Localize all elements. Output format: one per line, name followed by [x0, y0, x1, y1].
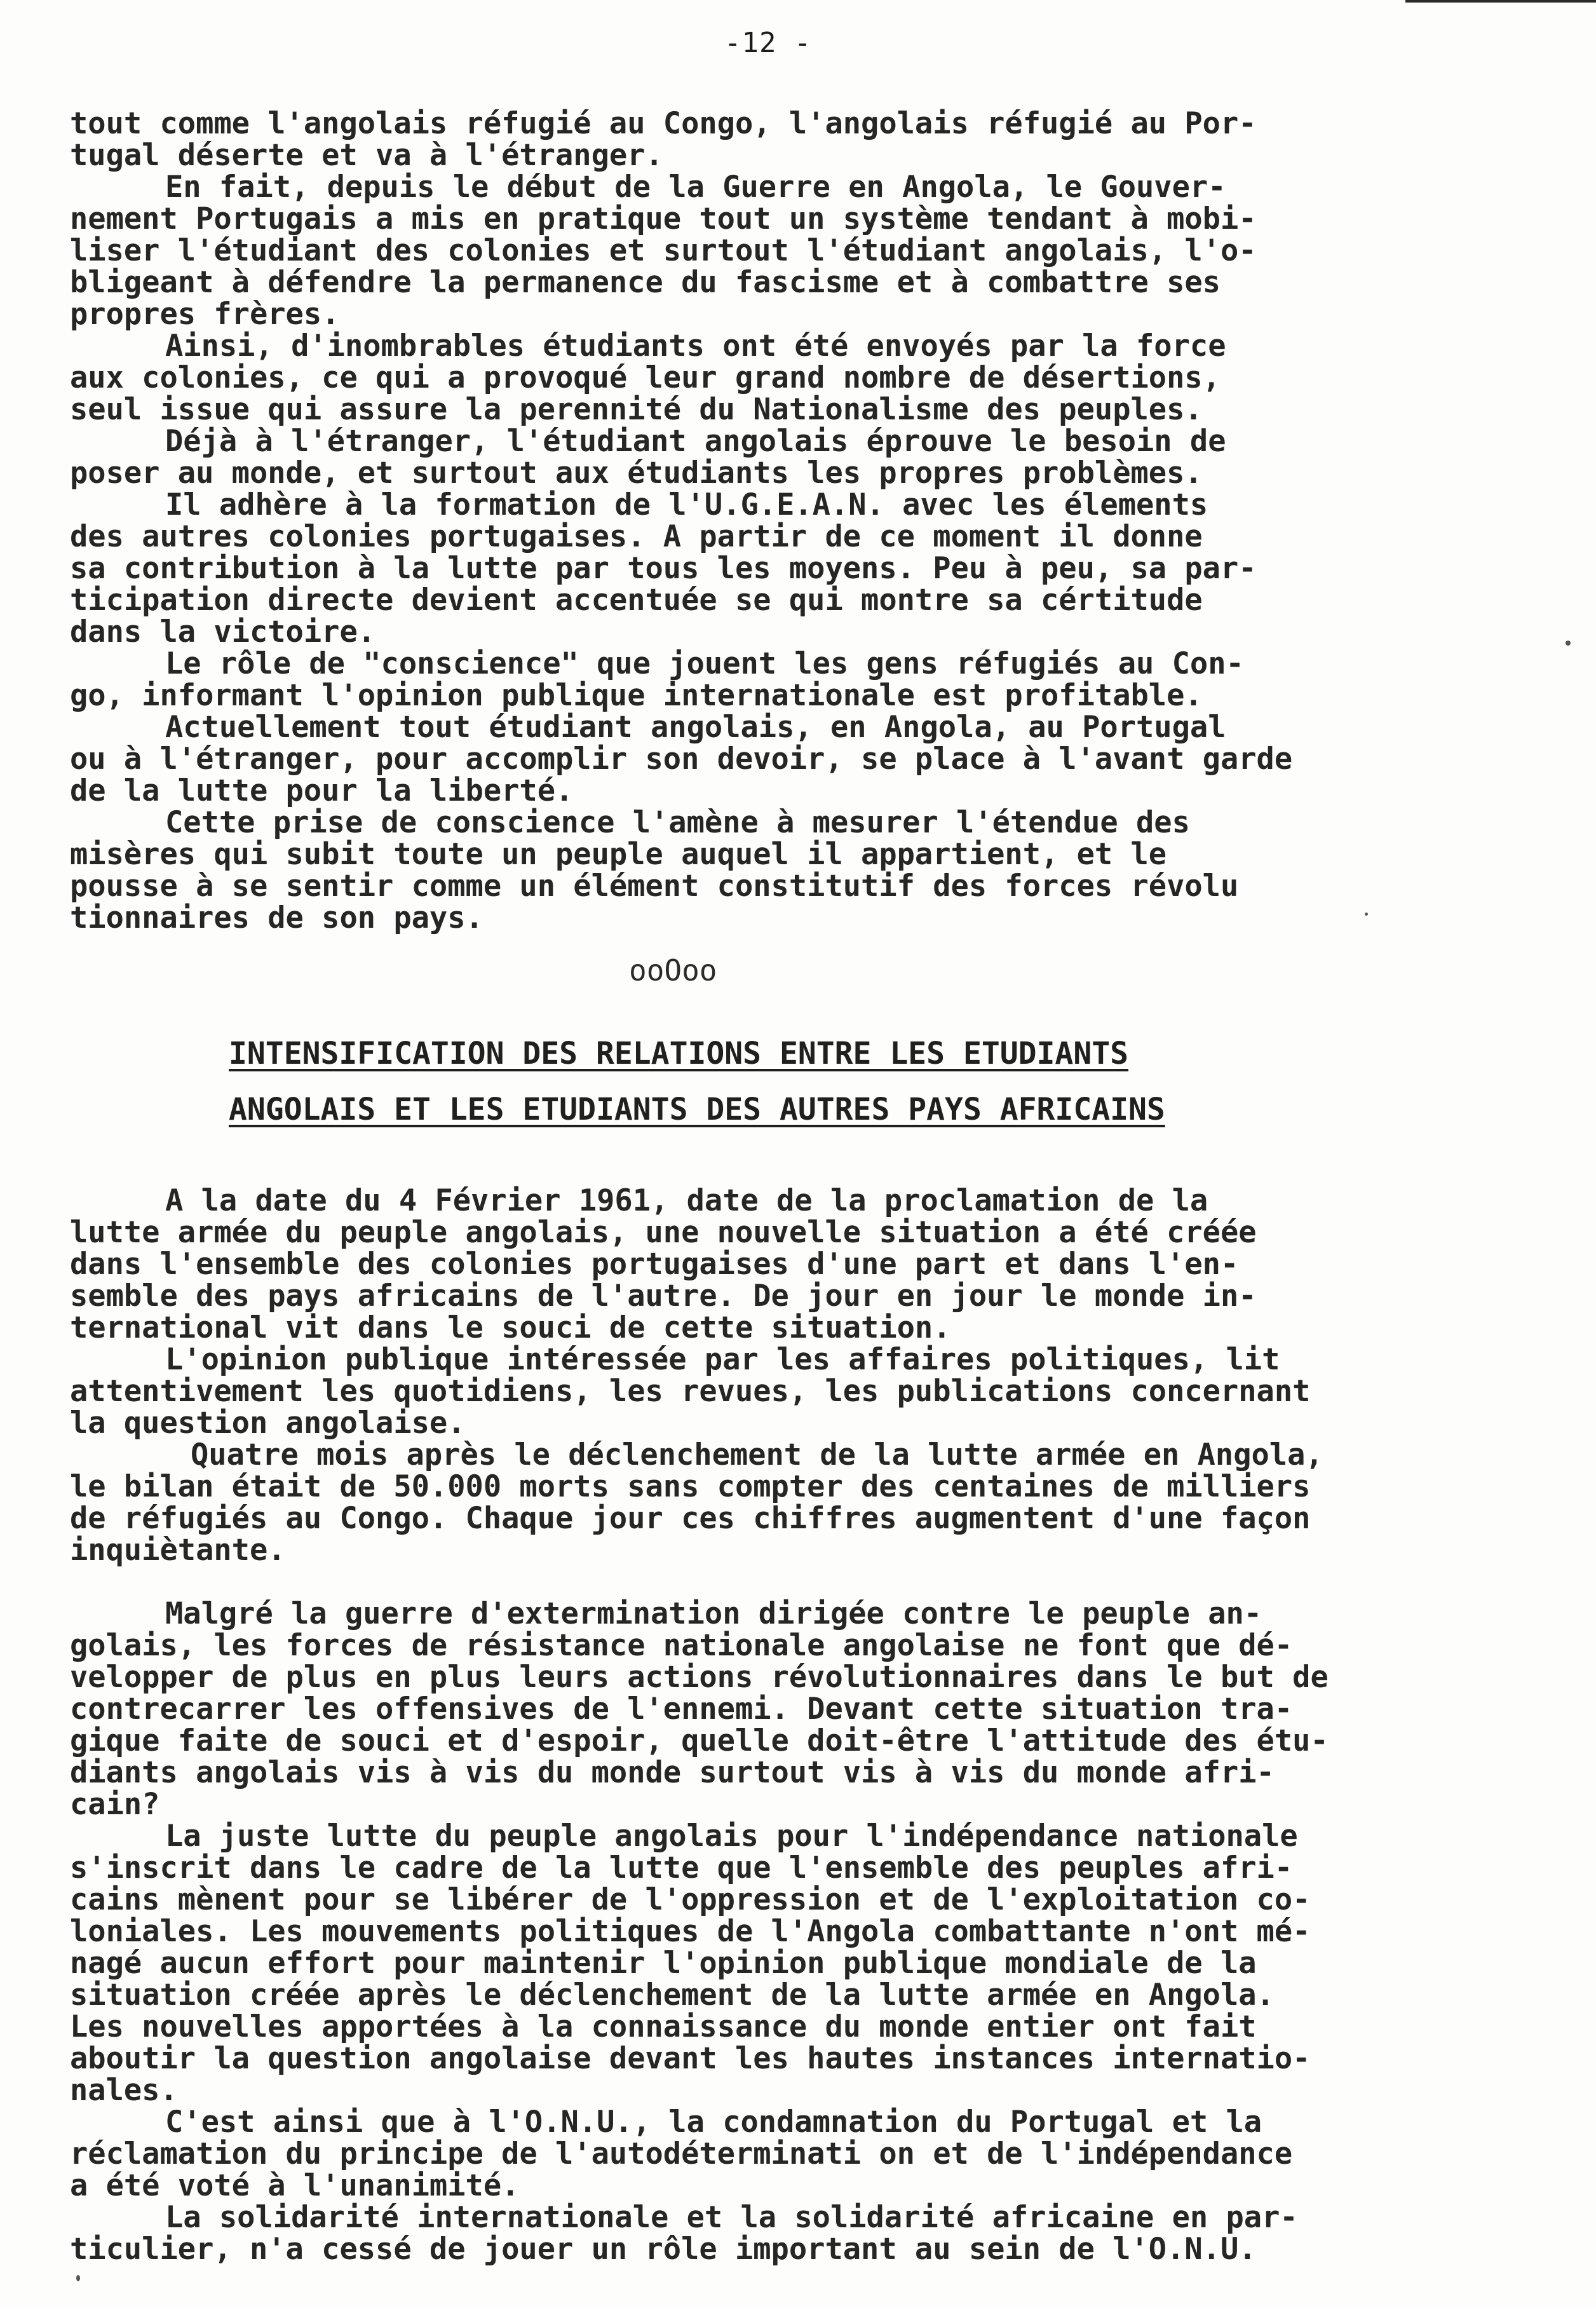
- text-line: L'opinion publique intéressée par les affaires politiques, lit: [165, 1344, 1280, 1376]
- body-text-section-2: [70, 1185, 1417, 2265]
- text-line: inquiètante.: [70, 1535, 286, 1566]
- text-line: attentivement les quotidiens, les revues, les publications concernant: [70, 1376, 1311, 1408]
- text-line: Les nouvelles apportées à la connaissance du monde entier ont fait: [70, 2011, 1257, 2043]
- text-line: Déjà à l'étranger, l'étudiant angolais éprouve le besoin de: [165, 426, 1226, 458]
- text-line: loniales. Les mouvements politiques de l'Angola combattante n'ont mé-: [70, 1916, 1311, 1948]
- text-line: le bilan était de 50.000 morts sans compter des centaines de milliers: [70, 1471, 1311, 1503]
- text-line: tionnaires de son pays.: [70, 902, 484, 934]
- blank-line: [70, 1566, 1417, 1598]
- section-separator: ooOoo: [629, 953, 717, 988]
- text-line: bligeant à défendre la permanence du fascisme et à combattre ses: [70, 267, 1221, 299]
- text-line: golais, les forces de résistance nationale angolaise ne font que dé-: [70, 1630, 1293, 1662]
- text-line: situation créée après le déclenchement de la lutte armée en Angola.: [70, 1979, 1275, 2011]
- text-line: ou à l'étranger, pour accomplir son devoir, se place à l'avant garde: [70, 743, 1293, 775]
- section-heading-line-1: INTENSIFICATION DES RELATIONS ENTRE LES ETUDIANTS: [229, 1036, 1129, 1071]
- text-line: tugal déserte et va à l'étranger.: [70, 140, 663, 172]
- text-line: tout comme l'angolais réfugié au Congo, l'angolais réfugié au Por-: [70, 108, 1257, 140]
- text-line: cain?: [70, 1789, 160, 1821]
- text-line: Ainsi, d'inombrables étudiants ont été envoyés par la force: [165, 330, 1226, 362]
- scan-speck: [1365, 913, 1368, 916]
- text-line: a été voté à l'unanimité.: [70, 2170, 520, 2202]
- text-line: nales.: [70, 2075, 178, 2107]
- text-line: dans l'ensemble des colonies portugaises d'une part et dans l'en-: [70, 1249, 1239, 1280]
- text-line: poser au monde, et surtout aux étudiants les propres problèmes.: [70, 458, 1203, 489]
- text-line: Malgré la guerre d'extermination dirigée contre le peuple an-: [165, 1598, 1262, 1630]
- top-edge-rule: [1405, 0, 1596, 3]
- text-line: semble des pays africains de l'autre. De jour en jour le monde in-: [70, 1280, 1257, 1312]
- text-line: gique faite de souci et d'espoir, quelle doit-être l'attitude des étu-: [70, 1725, 1329, 1757]
- text-line: des autres colonies portugaises. A partir de ce moment il donne: [70, 521, 1203, 553]
- text-line: dans la victoire.: [70, 616, 376, 648]
- text-line: A la date du 4 Février 1961, date de la proclamation de la: [165, 1185, 1208, 1217]
- text-line: de réfugiés au Congo. Chaque jour ces chiffres augmentent d'une façon: [70, 1503, 1311, 1535]
- text-line: velopper de plus en plus leurs actions révolutionnaires dans le but de: [70, 1662, 1329, 1694]
- text-line: la question angolaise.: [70, 1408, 466, 1439]
- text-line: Il adhère à la formation de l'U.G.E.A.N. avec les élements: [165, 489, 1208, 521]
- text-line: nement Portugais a mis en pratique tout un système tendant à mobi-: [70, 203, 1257, 235]
- text-line: ticipation directe devient accentuée se qui montre sa cértitude: [70, 585, 1203, 616]
- text-line: En fait, depuis le début de la Guerre en Angola, le Gouver-: [165, 172, 1226, 203]
- text-line: go, informant l'opinion publique internationale est profitable.: [70, 680, 1203, 712]
- text-line: s'inscrit dans le cadre de la lutte que l'ensemble des peuples afri-: [70, 1852, 1293, 1884]
- text-line: C'est ainsi que à l'O.N.U., la condamnation du Portugal et la: [165, 2107, 1262, 2138]
- text-line: La juste lutte du peuple angolais pour l'indépendance nationale: [165, 1821, 1298, 1852]
- text-line: de la lutte pour la liberté.: [70, 775, 574, 807]
- text-line: diants angolais vis à vis du monde surtout vis à vis du monde afri-: [70, 1757, 1275, 1789]
- text-line: aux colonies, ce qui a provoqué leur grand nombre de désertions,: [70, 362, 1221, 394]
- text-line: pousse à se sentir comme un élément constitutif des forces révolu: [70, 871, 1239, 902]
- text-line: Quatre mois après le déclenchement de la lutte armée en Angola,: [191, 1439, 1323, 1471]
- text-line: lutte armée du peuple angolais, une nouvelle situation a été créée: [70, 1217, 1257, 1249]
- text-line: La solidarité internationale et la solidarité africaine en par-: [165, 2202, 1298, 2234]
- body-text-section-1: [70, 108, 1417, 934]
- scan-speck: [1566, 641, 1571, 646]
- text-line: ternational vit dans le souci de cette situation.: [70, 1312, 951, 1344]
- text-line: nagé aucun effort pour maintenir l'opinion publique mondiale de la: [70, 1948, 1257, 1979]
- scan-speck: [76, 2275, 80, 2281]
- text-line: seul issue qui assure la perennité du Nationalisme des peuples.: [70, 394, 1203, 426]
- text-line: Actuellement tout étudiant angolais, en Angola, au Portugal: [165, 712, 1226, 743]
- text-line: Cette prise de conscience l'amène à mesurer l'étendue des: [165, 807, 1190, 839]
- text-line: ticulier, n'a cessé de jouer un rôle important au sein de l'O.N.U.: [70, 2234, 1257, 2265]
- text-line: propres frères.: [70, 299, 340, 330]
- text-line: liser l'étudiant des colonies et surtout l'étudiant angolais, l'o-: [70, 235, 1257, 267]
- text-line: cains mènent pour se libérer de l'oppression et de l'exploitation co-: [70, 1884, 1311, 1916]
- text-line: aboutir la question angolaise devant les hautes instances internatio-: [70, 2043, 1311, 2075]
- text-line: réclamation du principe de l'autodéterminati on et de l'indépendance: [70, 2138, 1293, 2170]
- text-line: contrecarrer les offensives de l'ennemi. Devant cette situation tra-: [70, 1694, 1293, 1725]
- page-number: -12 -: [724, 27, 812, 59]
- text-line: sa contribution à la lutte par tous les moyens. Peu à peu, sa par-: [70, 553, 1257, 585]
- section-heading-line-2: ANGOLAIS ET LES ETUDIANTS DES AUTRES PAYS AFRICAINS: [229, 1092, 1165, 1127]
- text-line: misères qui subit toute un peuple auquel il appartient, et le: [70, 839, 1167, 871]
- text-line: Le rôle de "conscience" que jouent les gens réfugiés au Con-: [165, 648, 1244, 680]
